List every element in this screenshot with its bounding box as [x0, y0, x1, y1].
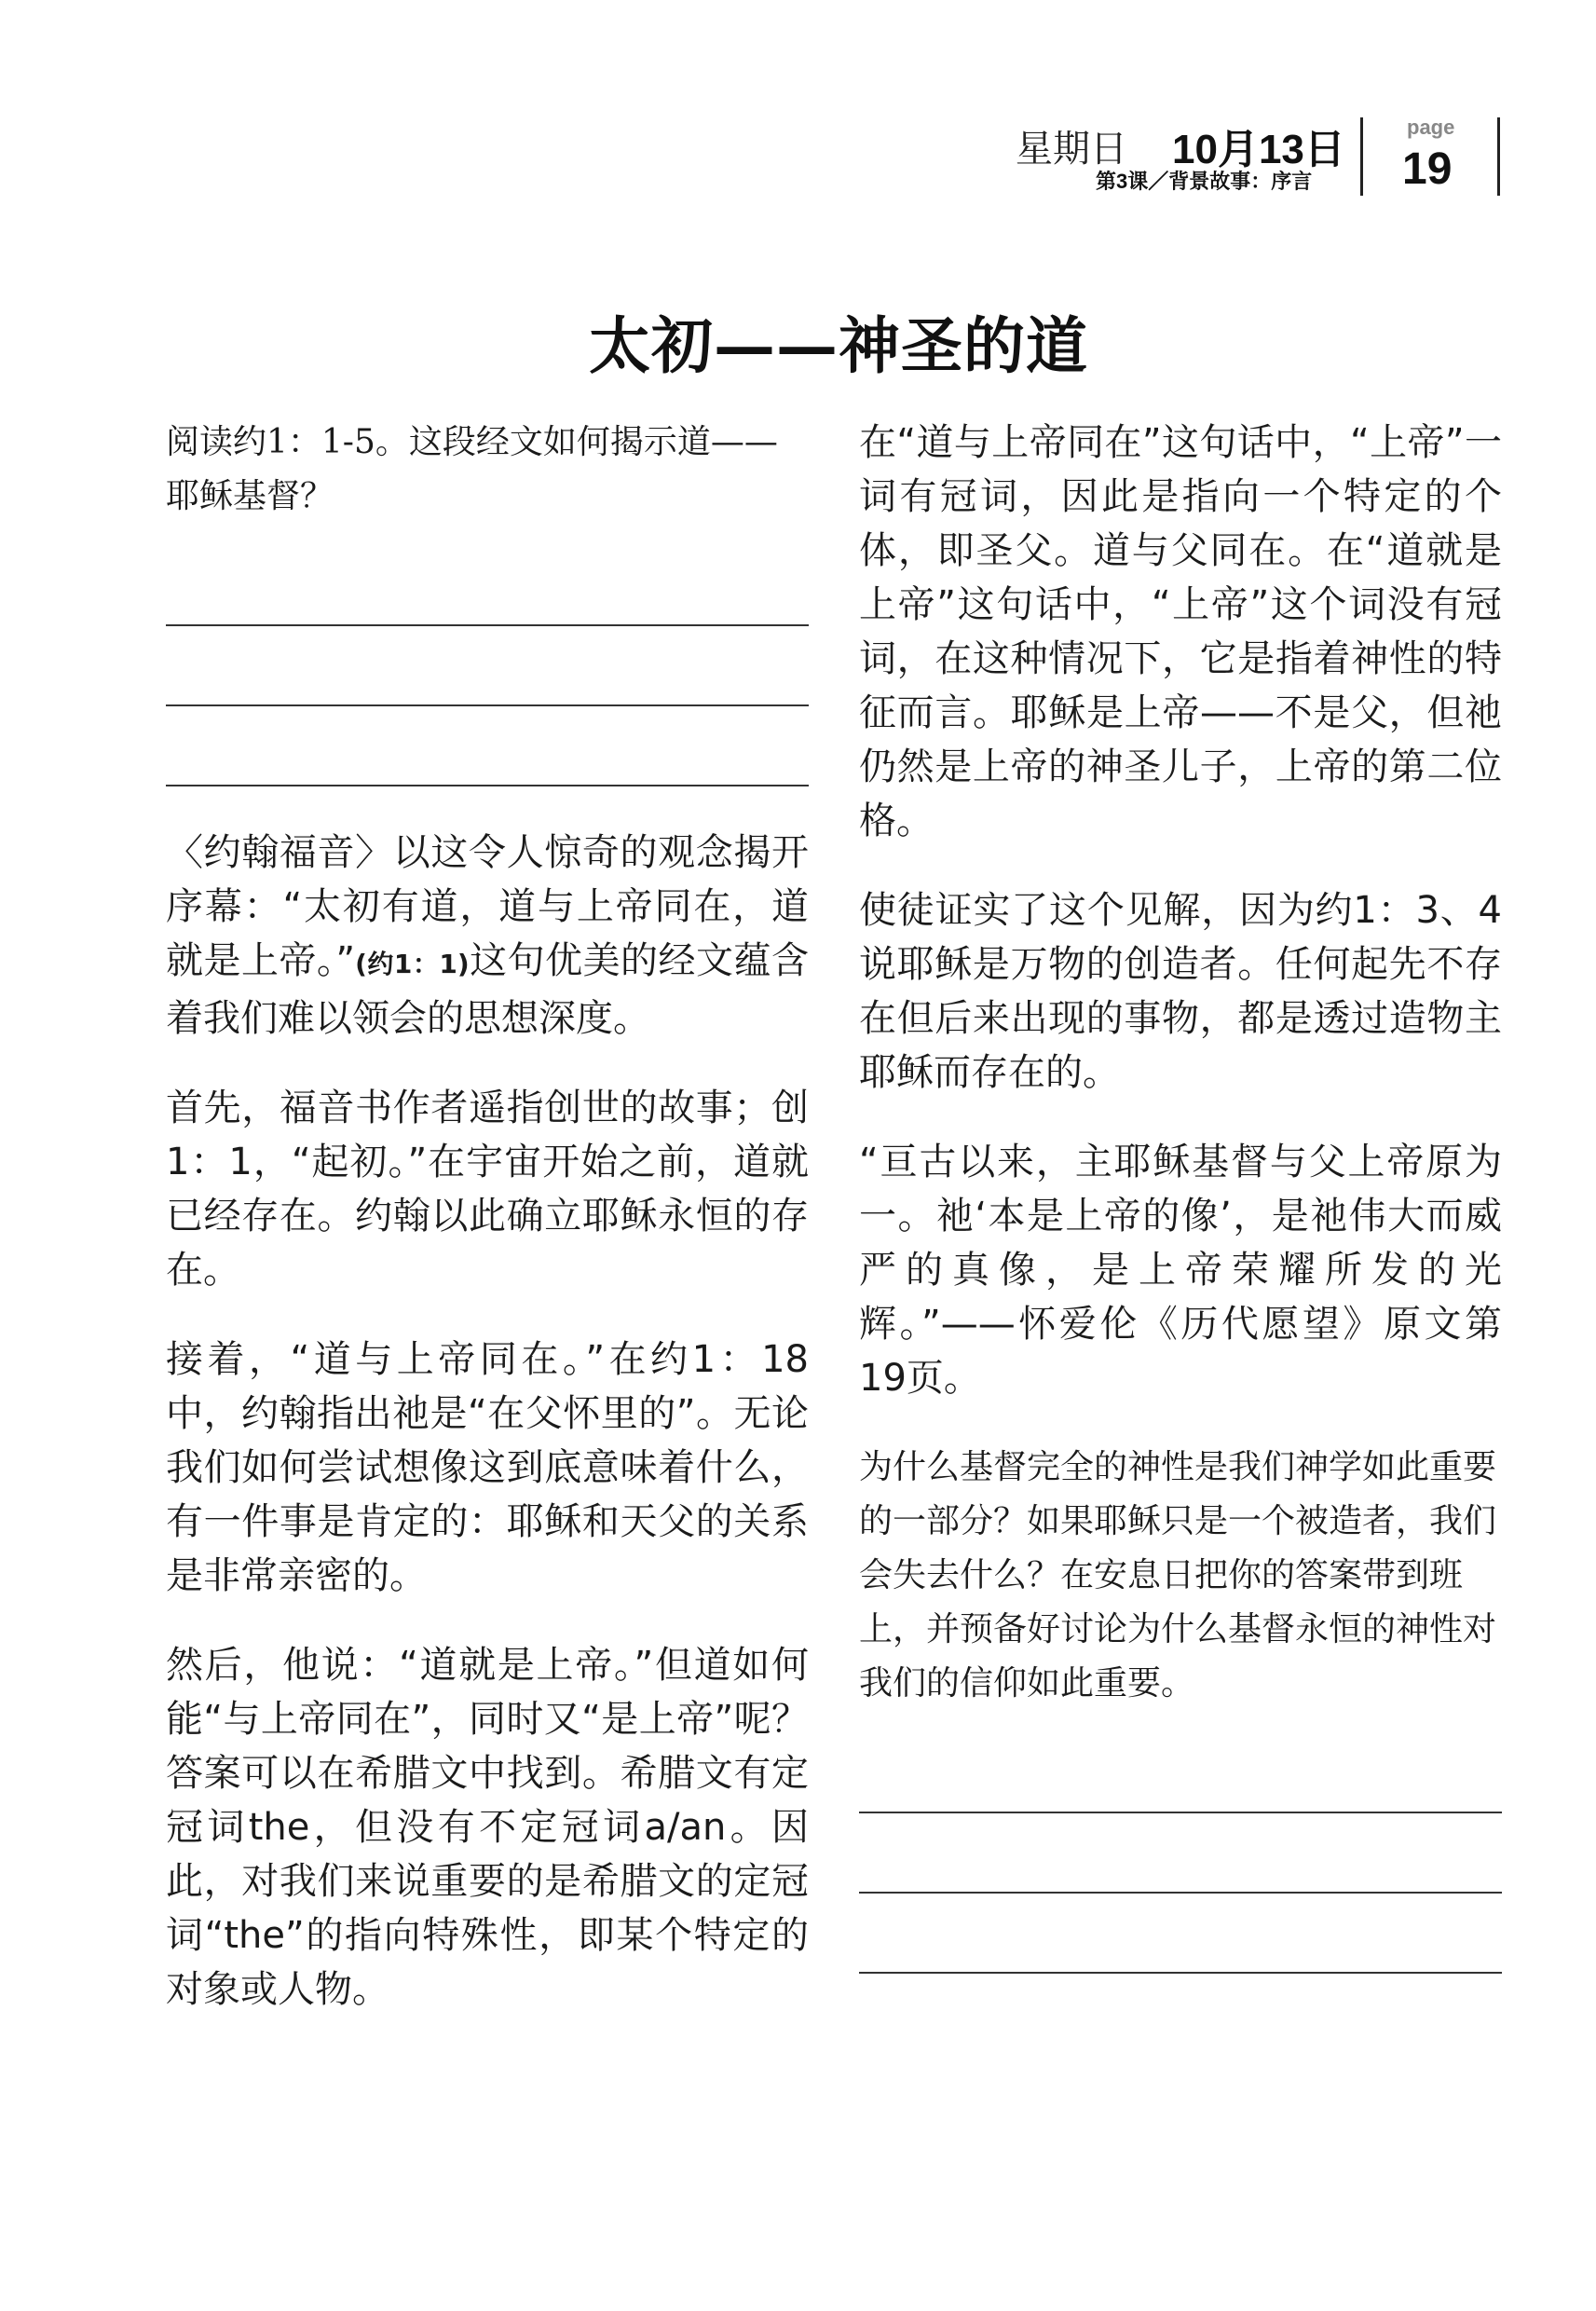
body-paragraph: 使徒证实了这个见解，因为约1：3、4说耶稣是万物的创造者。任何起先不存在但后来出现的事物，都是透过造物主耶稣而存在的。: [859, 889, 1502, 1094]
answer-line[interactable]: [166, 626, 809, 706]
body-paragraph: 接着，“道与上帝同在。”在约1：18中，约翰指出祂是“在父怀里的”。无论我们如何尝试想像这到底意味着什么，有一件事是肯定的：耶稣和天父的关系是非常亲密的。: [166, 1338, 809, 1597]
header-date: 10月13日: [1172, 127, 1345, 172]
body-paragraph: 然后，他说：“道就是上帝。”但道如何能“与上帝同在”，同时又“是上帝”呢？答案可以在希腊文中找到。希腊文有定冠词the，但没有不定冠词a/an。因此，对我们来说重要的是希腊文的定冠词“the”的指向特殊性，即某个特定的对象或人物。: [166, 1644, 809, 2011]
scripture-reference: (约1：1): [355, 949, 470, 979]
body-paragraph: [166, 826, 809, 1046]
discussion-question: 为什么基督完全的神性是我们神学如此重要的一部分？如果耶稣只是一个被造者，我们会失去什么？在安息日把你的答案带到班上，并预备好讨论为什么基督永恒的神性对我们的信仰如此重要。: [859, 1448, 1497, 1702]
header-divider: [1360, 117, 1363, 196]
quote-paragraph: “亘古以来，主耶稣基督与父上帝原为一。祂‘本是上帝的像’，是祂伟大而威严的真像，是上帝荣耀所发的光辉。”——怀爱伦《历代愿望》原文第19页。: [859, 1141, 1502, 1400]
answer-line[interactable]: [859, 1733, 1502, 1813]
paragraph-text: 这句优美的经文蕴含着我们难以领会的思想深度。: [166, 939, 809, 1040]
body-paragraph: 首先，福音书作者遥指创世的故事；创1：1，“起初。”在宇宙开始之前，道就已经存在。约翰以此确立耶稣永恒的存在。: [166, 1087, 809, 1292]
paragraph-text: 〈约翰福音〉以这令人惊奇的观念揭开序幕：“太初有道，道与上帝同在，道就是上帝。”: [166, 831, 809, 982]
answer-line[interactable]: [166, 546, 809, 626]
page-label: page: [1407, 116, 1455, 139]
answer-area[interactable]: [859, 1733, 1502, 1974]
header-lesson: 第3课／背景故事：序言: [1096, 170, 1313, 193]
study-question: 阅读约1：1-5。这段经文如何揭示道——耶稣基督？: [166, 423, 778, 515]
answer-line[interactable]: [859, 1894, 1502, 1974]
answer-line[interactable]: [166, 706, 809, 786]
header-day: 星期日: [1016, 129, 1127, 170]
answer-area[interactable]: [166, 546, 809, 786]
page-number: 19: [1402, 144, 1453, 194]
answer-line[interactable]: [859, 1813, 1502, 1894]
body-paragraph: 在“道与上帝同在”这句话中，“上帝”一词有冠词，因此是指向一个特定的个体，即圣父。道与父同在。在“道就是上帝”这句话中，“上帝”这个词没有冠词，在这种情况下，它是指着神性的特征而言。耶稣是上帝——不是父，但祂仍然是上帝的神圣儿子，上帝的第二位格。: [859, 421, 1502, 842]
right-column: [859, 416, 1502, 1974]
left-column: [166, 416, 809, 2052]
page-title: 太初——神圣的道: [589, 309, 1088, 382]
header-divider-right: [1497, 117, 1500, 196]
